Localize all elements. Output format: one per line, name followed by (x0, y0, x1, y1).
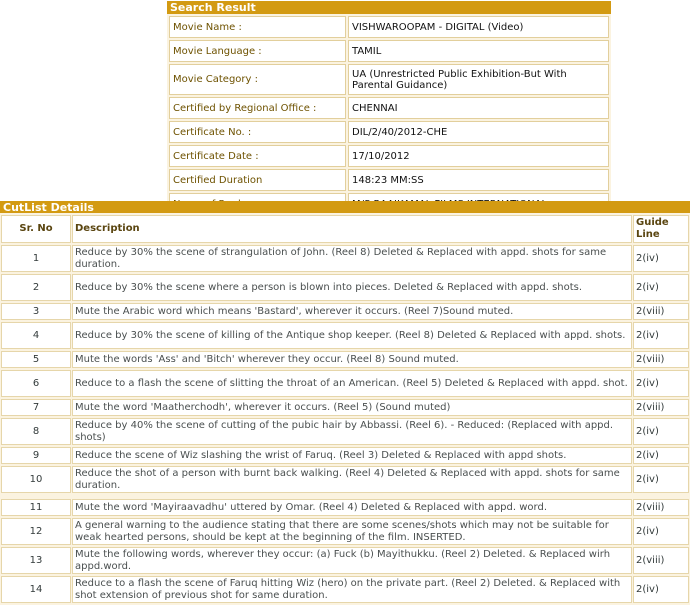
description-cell: Reduce the scene of Wiz slashing the wrist of Faruq. (Reel 3) Deleted & Replaced with appd shots. (72, 447, 632, 464)
sr-no-cell: 5 (1, 351, 71, 368)
search-result-table (167, 14, 611, 217)
sr-no-cell: 12 (1, 518, 71, 545)
table-row (1, 274, 689, 301)
guide-line-cell: 2(iv) (633, 447, 689, 464)
description-cell: Reduce to a flash the scene of Faruq hitting Wiz (hero) on the private part. (Reel 2) Deleted. & Replaced with shot extension of previous shot for same duration. (72, 576, 632, 603)
guide-line-cell: 2(iv) (633, 466, 689, 493)
sr-no-cell: 3 (1, 303, 71, 320)
guide-line-cell: 2(viii) (633, 547, 689, 574)
sr-no-cell: 9 (1, 447, 71, 464)
regional-office-value: CHENNAI (348, 97, 609, 119)
table-row (1, 499, 689, 516)
table-row (1, 370, 689, 397)
description-cell: Reduce by 30% the scene of strangulation of John. (Reel 8) Deleted & Replaced with appd. shots for same duration. (72, 245, 632, 272)
certified-duration-row (169, 169, 609, 191)
table-row (1, 303, 689, 320)
search-result-panel (167, 1, 611, 217)
description-cell: Reduce the shot of a person with burnt back walking. (Reel 4) Deleted & Replaced with appd. shots for same duration. (72, 466, 632, 493)
table-row (1, 518, 689, 545)
cutlist-header-row (1, 215, 689, 243)
description-header: Description (72, 215, 632, 243)
description-cell: A general warning to the audience stating that there are some scenes/shots which may not be suitable for weak hearted persons, should be kept at the beginning of the film. INSERTED. (72, 518, 632, 545)
movie-language-value: TAMIL (348, 40, 609, 62)
field-label: Certified by Regional Office : (169, 97, 346, 119)
description-cell: Mute the following words, wherever they occur: (a) Fuck (b) Mayithukku. (Reel 2) Deleted. & Replaced wirh appd.word. (72, 547, 632, 574)
certificate-date-row (169, 145, 609, 167)
sr-no-cell: 4 (1, 322, 71, 349)
movie-category-value: UA (Unrestricted Public Exhibition-But With Parental Guidance) (348, 64, 609, 95)
guide-line-cell: 2(viii) (633, 399, 689, 416)
cutlist-table (0, 213, 690, 605)
certificate-date-value: 17/10/2012 (348, 145, 609, 167)
certificate-no-value: DIL/2/40/2012-CHE (348, 121, 609, 143)
sr-no-header: Sr. No (1, 215, 71, 243)
description-cell: Mute the words 'Ass' and 'Bitch' wherever they occur. (Reel 8) Sound muted. (72, 351, 632, 368)
guide-line-cell: 2(iv) (633, 518, 689, 545)
description-cell: Reduce to a flash the scene of slitting the throat of an American. (Reel 5) Deleted & Replaced with appd. shot. (72, 370, 632, 397)
guide-line-cell: 2(iv) (633, 274, 689, 301)
table-row (1, 418, 689, 445)
guide-line-cell: 2(iv) (633, 322, 689, 349)
sr-no-cell: 10 (1, 466, 71, 493)
description-cell: Reduce by 40% the scene of cutting of the pubic hair by Abbassi. (Reel 6). - Reduced: (Replaced with appd. shots) (72, 418, 632, 445)
movie-name-row (169, 16, 609, 38)
cutlist-panel (0, 201, 690, 605)
spacer-cell (1, 495, 689, 497)
certified-duration-value: 148:23 MM:SS (348, 169, 609, 191)
table-row (1, 322, 689, 349)
certificate-no-row (169, 121, 609, 143)
description-cell: Mute the Arabic word which means 'Bastard', wherever it occurs. (Reel 7)Sound muted. (72, 303, 632, 320)
regional-office-row (169, 97, 609, 119)
table-row (1, 351, 689, 368)
table-row (1, 245, 689, 272)
field-label: Movie Name : (169, 16, 346, 38)
table-row (1, 547, 689, 574)
table-row (1, 447, 689, 464)
movie-name-value: VISHWAROOPAM - DIGITAL (Video) (348, 16, 609, 38)
field-label: Movie Language : (169, 40, 346, 62)
table-row (1, 466, 689, 493)
sr-no-cell: 7 (1, 399, 71, 416)
guide-line-cell: 2(viii) (633, 351, 689, 368)
row-spacer (1, 495, 689, 497)
field-label: Movie Category : (169, 64, 346, 95)
movie-category-row (169, 64, 609, 95)
field-label: Certificate No. : (169, 121, 346, 143)
sr-no-cell: 8 (1, 418, 71, 445)
table-row (1, 576, 689, 603)
cutlist-title: CutList Details (0, 201, 690, 214)
description-cell: Mute the word 'Maatherchodh', wherever it occurs. (Reel 5) (Sound muted) (72, 399, 632, 416)
description-cell: Mute the word 'Mayiraavadhu' uttered by Omar. (Reel 4) Deleted & Replaced with appd. word. (72, 499, 632, 516)
sr-no-cell: 6 (1, 370, 71, 397)
guide-line-cell: 2(viii) (633, 303, 689, 320)
sr-no-cell: 13 (1, 547, 71, 574)
description-cell: Reduce by 30% the scene where a person is blown into pieces. Deleted & Replaced with appd. shots. (72, 274, 632, 301)
guide-line-header: Guide Line (633, 215, 689, 243)
movie-language-row (169, 40, 609, 62)
sr-no-cell: 1 (1, 245, 71, 272)
description-cell: Reduce by 30% the scene of killing of the Antique shop keeper. (Reel 8) Deleted & Replaced with appd. shots. (72, 322, 632, 349)
sr-no-cell: 2 (1, 274, 71, 301)
guide-line-cell: 2(iv) (633, 418, 689, 445)
table-row (1, 399, 689, 416)
sr-no-cell: 11 (1, 499, 71, 516)
sr-no-cell: 14 (1, 576, 71, 603)
field-label: Certified Duration (169, 169, 346, 191)
guide-line-cell: 2(viii) (633, 499, 689, 516)
field-label: Certificate Date : (169, 145, 346, 167)
guide-line-cell: 2(iv) (633, 370, 689, 397)
guide-line-cell: 2(iv) (633, 576, 689, 603)
search-result-title: Search Result (167, 1, 611, 14)
guide-line-cell: 2(iv) (633, 245, 689, 272)
